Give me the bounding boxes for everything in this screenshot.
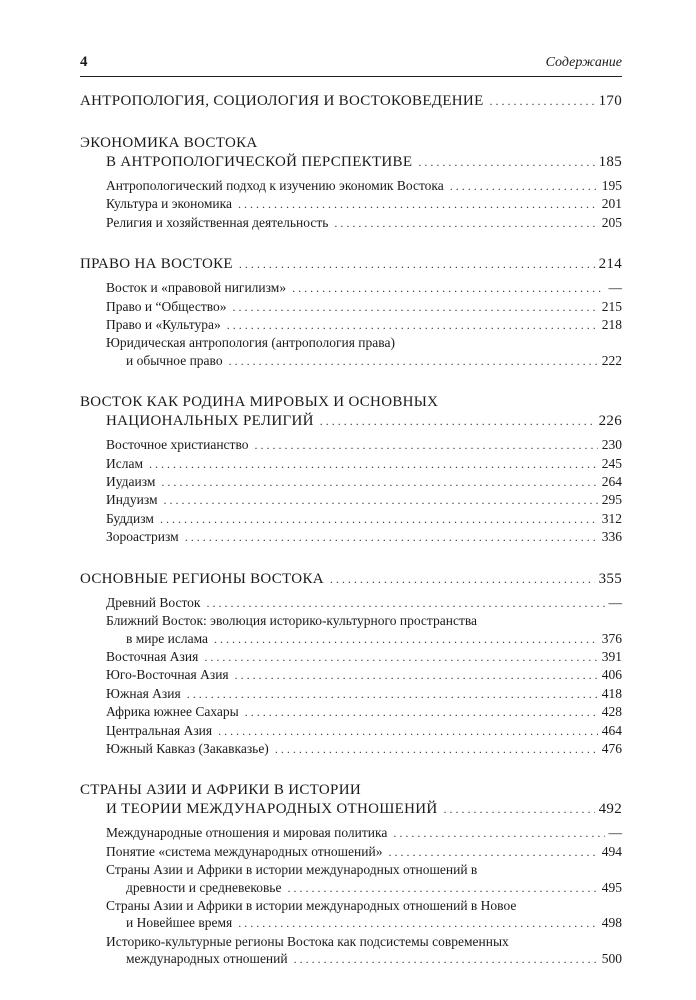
entry-line: [106, 722, 622, 740]
toc-entry: [106, 594, 622, 612]
toc-entry: [106, 195, 622, 213]
entry-title: Древний Восток: [106, 594, 201, 610]
section-title-continuation: И ТЕОРИИ МЕЖДУНАРОДНЫХ ОТНОШЕНИЙ: [106, 801, 438, 818]
dot-leader: [207, 595, 605, 612]
entry-title: Восток и «правовой нигилизм»: [106, 280, 287, 296]
toc-entry: [106, 861, 622, 897]
page-number: 4: [80, 54, 88, 70]
entry-title: Страны Азии и Африки в истории международных отношений в Новое: [106, 897, 517, 913]
entry-line: [106, 528, 622, 546]
toc-entry: [106, 722, 622, 740]
dot-leader: [330, 570, 595, 589]
entry-title: Историко-культурные регионы Востока как подсистемы современных: [106, 933, 509, 949]
entry-page-number: 295: [601, 492, 622, 508]
entry-title: Право и «Культура»: [106, 317, 221, 333]
entry-page-number: 376: [601, 630, 622, 646]
dot-leader: [204, 649, 597, 666]
toc-entry: [106, 685, 622, 703]
entry-title: Иудаизм: [106, 474, 156, 490]
toc-entry: [106, 824, 622, 842]
entry-title: Понятие «система международных отношений»: [106, 843, 383, 859]
section-title-line: [80, 153, 622, 172]
entry-line: [106, 436, 622, 454]
entry-title-continuation: древности и средневековье: [126, 879, 282, 895]
dot-leader: [444, 800, 595, 819]
dot-leader: [160, 511, 598, 528]
dot-leader: [238, 196, 598, 213]
entry-page-number: 312: [601, 510, 622, 526]
section-title-continuation: В АНТРОПОЛОГИЧЕСКОЙ ПЕРСПЕКТИВЕ: [106, 154, 413, 170]
entry-line: [106, 177, 622, 195]
toc-entry: [106, 933, 622, 969]
dot-leader: [187, 686, 598, 703]
entry-line: [106, 510, 622, 528]
entry-page-number: 195: [601, 178, 622, 193]
toc-entries: [80, 824, 622, 968]
entry-page-number: 406: [601, 667, 622, 683]
entry-page-number: 498: [601, 915, 622, 931]
entry-title: Восточная Азия: [106, 648, 199, 664]
entry-title: Зороастризм: [106, 529, 179, 545]
entry-page-number: 205: [601, 214, 622, 230]
toc-entry: [106, 740, 622, 758]
entry-page-number: —: [608, 280, 622, 296]
header-rule: [80, 76, 622, 77]
dot-leader: [490, 92, 595, 111]
toc-entry: [106, 648, 622, 666]
entry-title: Антропологический подход к изучению экономик Востока: [106, 178, 444, 193]
toc-entry: [106, 473, 622, 491]
dot-leader: [292, 280, 604, 297]
toc-entries: [80, 436, 622, 546]
toc-entry: [106, 214, 622, 232]
entry-page-number: 218: [601, 317, 622, 333]
entry-page-number: 418: [601, 685, 622, 701]
dot-leader: [418, 153, 594, 172]
entry-line: [106, 316, 622, 334]
toc-entry: [106, 843, 622, 861]
dot-leader: [320, 412, 595, 431]
toc-entries: [80, 594, 622, 759]
entry-line: [106, 740, 622, 758]
toc-entry: [106, 897, 622, 933]
entry-page-number: 215: [601, 298, 622, 314]
section-title-continuation: НАЦИОНАЛЬНЫХ РЕЛИГИЙ: [106, 413, 314, 430]
dot-leader: [233, 299, 598, 316]
dot-leader: [239, 255, 595, 274]
toc-entries: [80, 177, 622, 232]
dot-leader: [287, 880, 597, 897]
entry-title: Восточное христианство: [106, 437, 249, 453]
entry-title: Страны Азии и Африки в истории международных отношений в: [106, 862, 478, 878]
entry-title: Юридическая антропология (антропология права): [106, 335, 395, 351]
toc-section: [80, 255, 622, 370]
section-title: ОСНОВНЫЕ РЕГИОНЫ ВОСТОКА: [80, 570, 324, 587]
toc-entry: [106, 455, 622, 473]
entry-line: [106, 879, 622, 897]
entry-line: [106, 648, 622, 666]
dot-leader: [388, 844, 597, 861]
toc-section: [80, 92, 622, 111]
entry-title: Право и “Общество»: [106, 298, 227, 314]
toc-entry: [106, 491, 622, 509]
entry-page-number: 201: [601, 196, 622, 212]
entry-page-number: 494: [601, 843, 622, 859]
section-page-number: 226: [598, 413, 622, 430]
dot-leader: [238, 915, 598, 932]
entry-title: Культура и экономика: [106, 196, 232, 212]
entry-page-number: 428: [601, 704, 622, 720]
entry-page-number: 476: [601, 740, 622, 756]
entry-title: Южный Кавказ (Закавказье): [106, 740, 269, 756]
toc-section: [80, 570, 622, 759]
entry-title: Международные отношения и мировая политика: [106, 825, 388, 841]
entry-title: Религия и хозяйственная деятельность: [106, 214, 329, 230]
dot-leader: [227, 317, 598, 334]
dot-leader: [235, 667, 598, 684]
section-title: ВОСТОК КАК РОДИНА МИРОВЫХ И ОСНОВНЫХ: [80, 394, 439, 411]
entry-line: [106, 824, 622, 842]
entry-title: Ближний Восток: эволюция историко-культурного пространства: [106, 613, 478, 629]
entry-title-continuation: и Новейшее время: [126, 915, 233, 931]
toc-entry: [106, 334, 622, 370]
entry-title: Индуизм: [106, 492, 158, 508]
dot-leader: [450, 178, 598, 195]
dot-leader: [149, 456, 598, 473]
toc-entry: [106, 298, 622, 316]
entry-line: [106, 352, 622, 370]
entry-line: [106, 214, 622, 232]
toc-section: [80, 393, 622, 546]
dot-leader: [214, 631, 598, 648]
section-page-number: 355: [598, 570, 622, 587]
dot-leader: [254, 437, 597, 454]
dot-leader: [185, 529, 598, 546]
entry-line: [106, 666, 622, 684]
section-title: ЭКОНОМИКА ВОСТОКА: [80, 135, 258, 151]
entry-title: Центральная Азия: [106, 722, 213, 738]
entry-line: [106, 843, 622, 861]
toc-entry: [106, 528, 622, 546]
dot-leader: [334, 215, 597, 232]
entry-page-number: 500: [601, 951, 622, 967]
section-title: АНТРОПОЛОГИЯ, СОЦИОЛОГИЯ И ВОСТОКОВЕДЕНИЕ: [80, 93, 484, 109]
toc-entries: [80, 279, 622, 370]
entry-title: Южная Азия: [106, 685, 181, 701]
entry-page-number: 336: [601, 529, 622, 545]
entry-page-number: 391: [601, 648, 622, 664]
section-title: СТРАНЫ АЗИИ И АФРИКИ В ИСТОРИИ: [80, 782, 361, 799]
page-header: [80, 54, 622, 76]
toc-entry: [106, 703, 622, 721]
dot-leader: [275, 741, 598, 758]
entry-line: [106, 455, 622, 473]
dot-leader: [245, 704, 598, 721]
section-title: ПРАВО НА ВОСТОКЕ: [80, 256, 233, 273]
entry-line: [106, 685, 622, 703]
entry-page-number: —: [608, 594, 622, 610]
entry-page-number: —: [608, 825, 622, 841]
section-title-line: [80, 255, 622, 274]
entry-line: [106, 195, 622, 213]
dot-leader: [229, 353, 598, 370]
entry-line: [106, 594, 622, 612]
entry-title: Африка южнее Сахары: [106, 704, 239, 720]
entry-title: Ислам: [106, 455, 144, 471]
entry-page-number: 245: [601, 455, 622, 471]
entry-title: Юго-Восточная Азия: [106, 667, 229, 683]
dot-leader: [218, 723, 598, 740]
toc-entry: [106, 666, 622, 684]
section-title-line: [80, 412, 622, 431]
dot-leader: [294, 951, 598, 968]
entry-title: Буддизм: [106, 510, 154, 526]
section-title-line: [80, 800, 622, 819]
toc-entry: [106, 436, 622, 454]
entry-title-continuation: международных отношений: [126, 951, 288, 967]
toc-entry: [106, 177, 622, 195]
section-title-line: [80, 92, 622, 111]
section-page-number: 185: [598, 154, 622, 170]
toc-entry: [106, 510, 622, 528]
entry-title-continuation: и обычное право: [126, 352, 223, 368]
toc-section: [80, 781, 622, 968]
entry-line: [106, 491, 622, 509]
entry-line: [106, 950, 622, 968]
toc-entry: [106, 612, 622, 648]
entry-title-continuation: в мире ислама: [126, 630, 209, 646]
dot-leader: [164, 492, 598, 509]
entry-page-number: 222: [601, 352, 622, 368]
section-page-number: 170: [598, 93, 622, 109]
running-title: Содержание: [545, 55, 622, 70]
entry-line: [106, 703, 622, 721]
dot-leader: [161, 474, 597, 491]
entry-line: [106, 630, 622, 648]
toc-entry: [106, 279, 622, 297]
entry-page-number: 464: [601, 722, 622, 738]
dot-leader: [393, 825, 604, 842]
entry-line: [106, 279, 622, 297]
entry-page-number: 264: [601, 474, 622, 490]
entry-line: [106, 298, 622, 316]
section-page-number: 492: [598, 801, 622, 818]
table-of-contents: [80, 92, 622, 992]
entry-page-number: 495: [601, 879, 622, 895]
entry-line: [106, 914, 622, 932]
section-title-line: [80, 570, 622, 589]
toc-entry: [106, 316, 622, 334]
toc-section: [80, 134, 622, 232]
entry-page-number: 230: [601, 437, 622, 453]
entry-line: [106, 473, 622, 491]
section-page-number: 214: [598, 256, 622, 273]
